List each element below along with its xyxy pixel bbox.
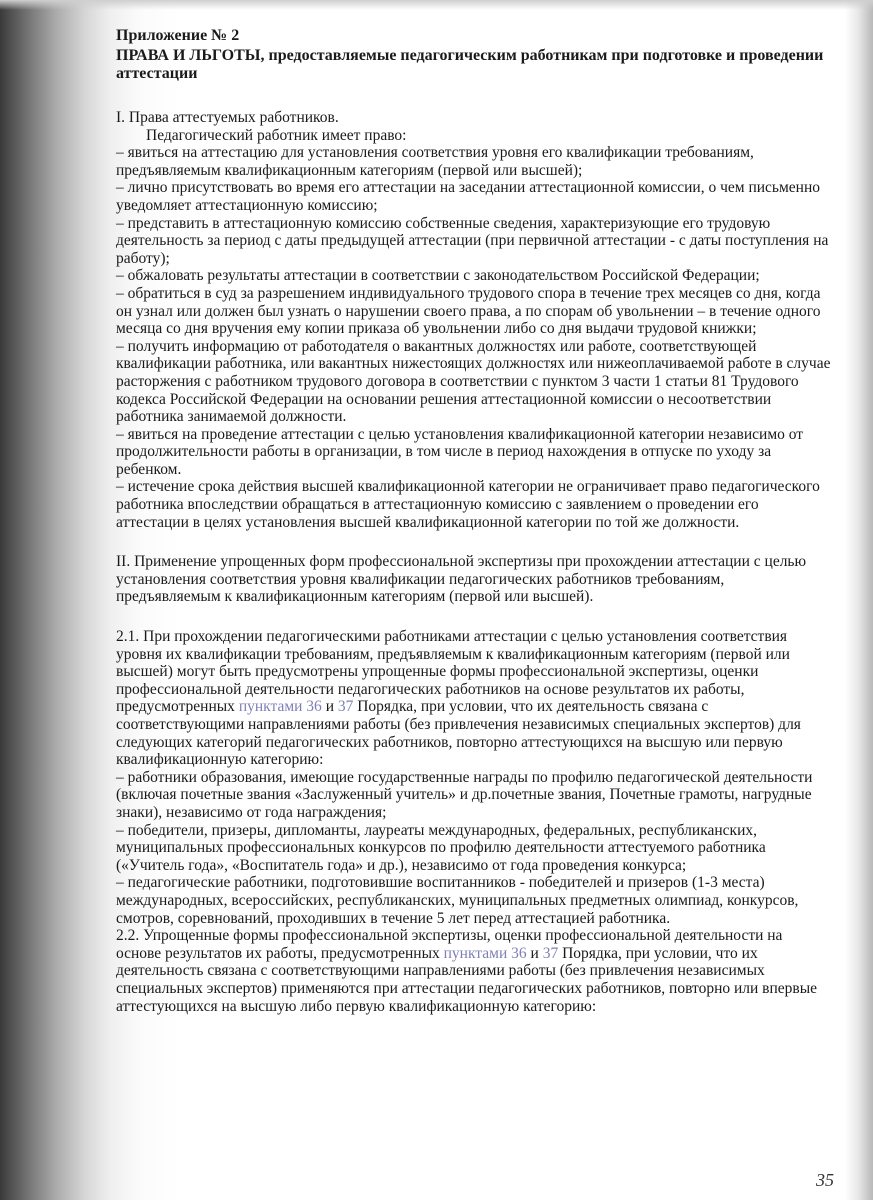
paragraph-2-1-text-a: 2.1. При прохождении педагогическими работниками аттестации с целью установления соответствия уровня их квалификации требованиям, предъявляемым к квалификационным категориям (первой или высшей) могут быть предусмотрены упрощенные формы профессиональной экспертизы, оценки профессиональной деятельности педагогических работников на основе результатов их работы, предусмотренных [116, 628, 790, 716]
right-item-3: – представить в аттестационную комиссию собственные сведения, характеризующие его трудовую деятельность за период с даты предыдущей аттестации (при первичной аттестации - с даты поступления на работу); [116, 214, 829, 267]
right-item-6: – получить информацию от работодателя о вакантных должностях или работе, соответствующей квалификации работника, или вакантных нижестоящих должностях или нижеоплачиваемой работе в случае расторжения с работником трудового договора в соответствии с пунктом 3 части 1 статьи 81 Трудового кодекса Российской Федерации на основании решения аттестационной комиссии о несоответствии работника занимаемой должности. [116, 337, 831, 426]
paragraph-2-2-text-a: 2.2. Упрощенные формы профессиональной экспертизы, оценки профессиональной деятельности на основе результатов их работы, предусмотренных [116, 927, 783, 962]
right-item-2: – лично присутствовать во время его аттестации на заседании аттестационной комиссии, о чем письменно уведомляет аттестационную комиссию; [116, 179, 821, 214]
page-number: 35 [816, 1170, 834, 1190]
and-text: и [321, 698, 338, 716]
top-shadow [0, 0, 873, 10]
document-body [116, 27, 831, 1015]
right-item-7: – явиться на проведение аттестации с целью установления квалификационной категории независимо от продолжительности работы в организации, в том числе в период нахождения в отпуске по уходу за ребенком. [116, 425, 804, 478]
document-title: ПРАВА И ЛЬГОТЫ, предоставляемые педагогическим работникам при подготовке и проведении аттестации [116, 47, 824, 82]
and-text-b: и [526, 944, 543, 962]
paragraph-2-1-text-b: Порядка, при условии, что их деятельность связана с соответствующими направлениями работы (без привлечения независимых специальных экспертов) для следующих категорий педагогических работников, повторно аттестующихся на высшую или первую квалификационную категорию: [116, 698, 801, 769]
link-points-36-b[interactable]: пунктами 36 [443, 944, 527, 962]
section-1-intro: Педагогический работник имеет право: [146, 126, 407, 144]
link-point-37[interactable]: 37 [337, 698, 354, 716]
section-1-title: I. Права аттестуемых работников. [116, 109, 339, 126]
link-points-36[interactable]: пунктами 36 [238, 698, 322, 716]
right-item-8: – истечение срока действия высшей квалификационной категории не ограничивает право педагогического работника впоследствии обращаться в аттестационную комиссию с заявлением о проведении его аттестации в целях установления высшей квалификационной категории по той же должности. [116, 478, 820, 531]
right-item-5: – обратиться в суд за разрешением индивидуального трудового спора в течение трех месяцев со дня, когда он узнал или должен был узнать о нарушении своего права, а по спорам об увольнении – в течение одного месяца со дня вручения ему копии приказа об увольнении либо со дня выдачи трудовой книжки; [116, 284, 821, 338]
right-item-4: – обжаловать результаты аттестации в соответствии с законодательством Российской Федерации; [116, 267, 760, 285]
paragraph-2-1 [116, 628, 831, 769]
paragraph-2-2-text-b: Порядка, при условии, что их деятельность связана с соответствующими направлениями работы (без привлечения независимых специальных экспертов) применяются при аттестации педагогических работников, повторно или впервые аттестующихся на высшую либо первую квалификационную категорию: [116, 944, 818, 1015]
link-point-37-b[interactable]: 37 [542, 944, 559, 962]
right-item-1: – явиться на аттестацию для установления соответствия уровня его квалификации требованиям, предъявляемым квалификационным категориям (первой или высшей); [116, 144, 754, 179]
category-item-2: – победители, призеры, дипломанты, лауреаты международных, федеральных, республиканских, муниципальных профессиональных конкурсов по профилю деятельности аттестуемого работника («Учитель года», «Воспитатель года» и др.), независимо от года проведения конкурса; [116, 821, 766, 874]
category-item-1: – работники образования, имеющие государственные награды по профилю педагогической деятельности (включая почетные звания «Заслуженный учитель» и др.почетные звания, Почетные грамоты, нагрудные знаки), независимо от года награждения; [116, 768, 813, 821]
appendix-number: Приложение № 2 [116, 27, 240, 44]
section-2-title: II. Применение упрощенных форм профессиональной экспертизы при прохождении аттестации с целью установления соответствия уровня квалификации педагогических работников требованиям, предъявляемым к квалификационным категориям (первой или высшей). [116, 553, 807, 606]
category-item-3: – педагогические работники, подготовившие воспитанников - победителей и призеров (1-3 места) международных, всероссийских, республиканских, муниципальных предметных олимпиад, конкурсов, смотров, соревнований, проходивших в течение 5 лет перед аттестацией работника. [116, 874, 799, 927]
paragraph-2-2 [116, 927, 831, 1015]
